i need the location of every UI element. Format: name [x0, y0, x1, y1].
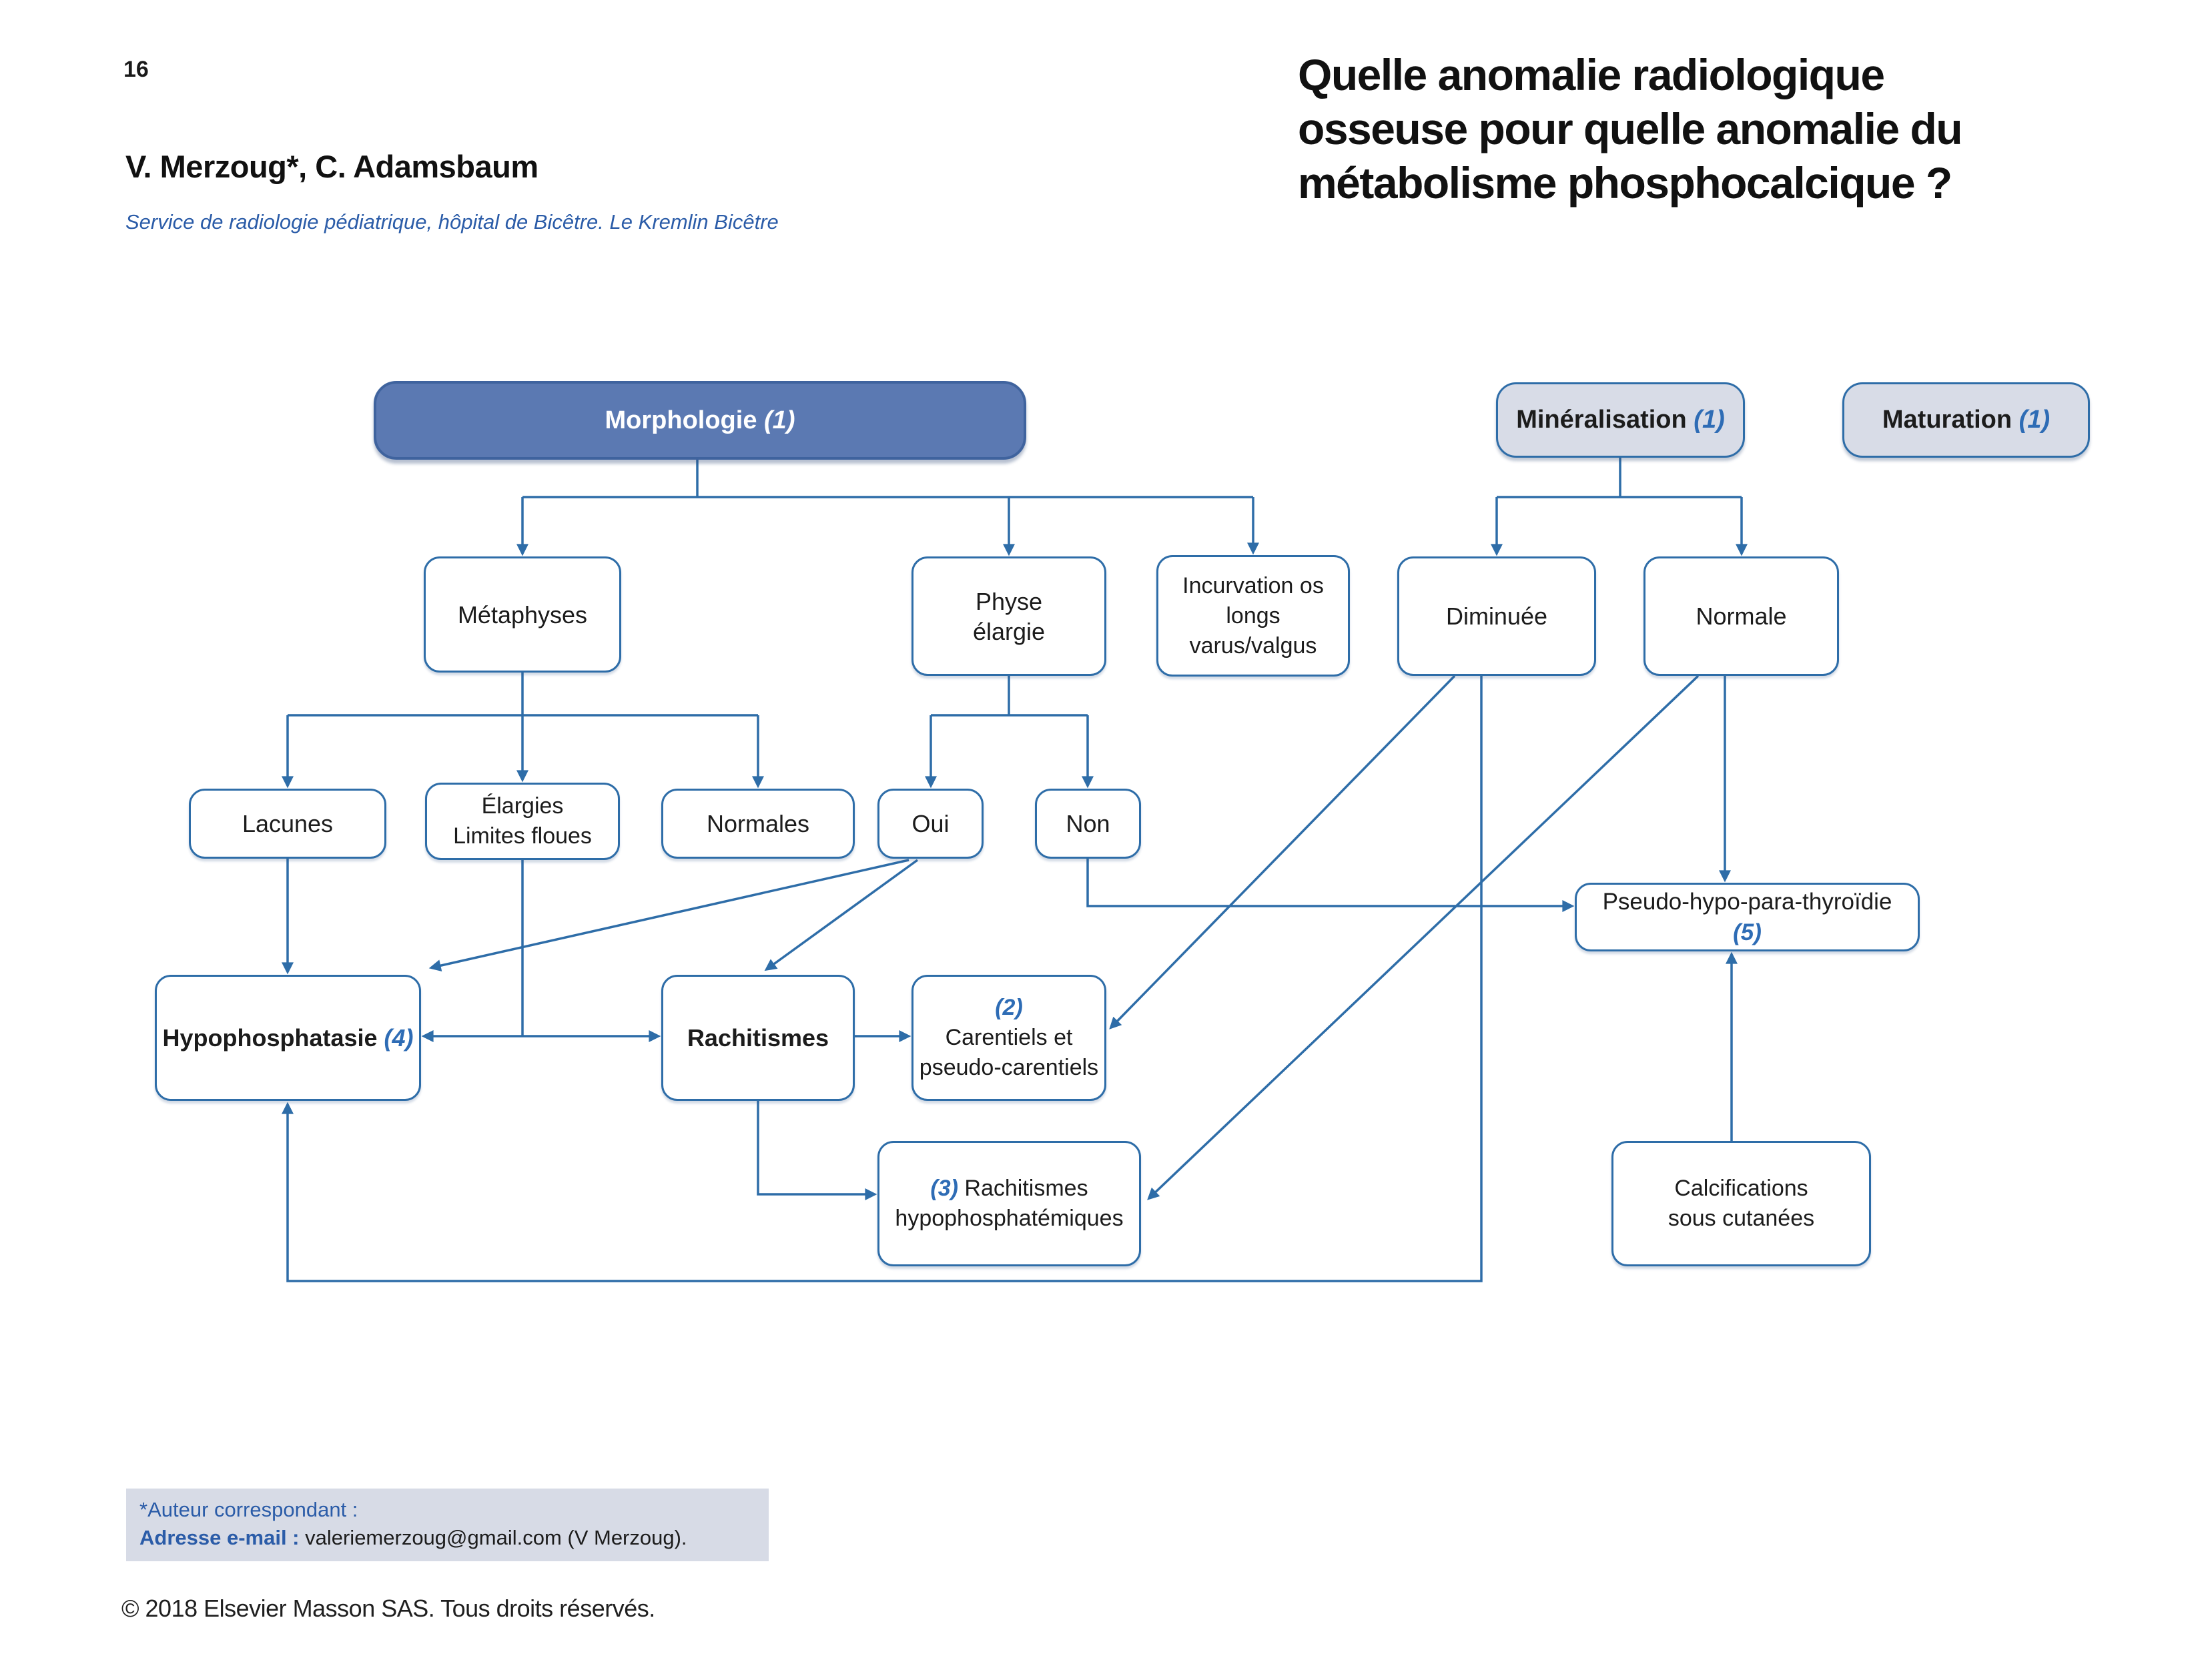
node-calcifications-line: Calcifications — [1674, 1176, 1808, 1201]
node-elargies-line: Élargies — [481, 793, 564, 819]
node-incurvation — [1156, 555, 1350, 677]
node-mineralisation — [1496, 382, 1745, 458]
node-calcifications — [1611, 1141, 1871, 1266]
node-hypophosphatasie — [155, 975, 421, 1101]
node-rachitismes — [661, 975, 855, 1101]
node-maturation-line: Maturation (1) — [1882, 406, 2051, 434]
node-morphologie — [374, 381, 1026, 460]
node-morphologie-line: Morphologie (1) — [605, 406, 795, 434]
node-metaphyses-line: Métaphyses — [457, 600, 588, 629]
page-number: 16 — [123, 57, 149, 82]
node-pseudo-hypo-para-thyroidie-line: Pseudo-hypo-para-thyroïdie — [1602, 888, 1892, 915]
node-normales-line: Normales — [706, 810, 810, 837]
node-oui — [877, 789, 984, 859]
node-metaphyses — [424, 556, 621, 673]
node-maturation — [1842, 382, 2090, 458]
authors: V. Merzoug*, C. Adamsbaum — [125, 149, 538, 184]
node-carentiels-line: Carentiels et — [945, 1025, 1073, 1050]
node-diminuee-line: Diminuée — [1445, 602, 1548, 630]
node-rachitismes-line: Rachitismes — [687, 1024, 829, 1052]
node-elargies-line: Limites floues — [453, 823, 592, 849]
node-carentiels-line: (2) — [995, 995, 1023, 1020]
node-pseudo-hypo-para-thyroidie-line: (5) — [1733, 919, 1762, 945]
node-hypophosphatasie-line: Hypophosphatasie (4) — [162, 1024, 414, 1052]
node-mineralisation-line: Minéralisation (1) — [1516, 406, 1725, 434]
node-physe-elargie — [911, 556, 1106, 676]
node-lacunes — [189, 789, 386, 859]
email-value: valeriemerzoug@gmail.com (V Merzoug). — [299, 1526, 687, 1549]
node-normale-line: Normale — [1696, 602, 1787, 630]
node-oui-line: Oui — [911, 810, 950, 837]
node-pseudo-hypo-para-thyroidie — [1575, 883, 1920, 951]
node-rachitismes-hypophosphatemiques — [877, 1141, 1141, 1266]
title-line-2: osseuse pour quelle anomalie du — [1298, 104, 1962, 153]
node-calcifications-line: sous cutanées — [1668, 1206, 1815, 1231]
node-normales — [661, 789, 855, 859]
email-label: Adresse e-mail : — [139, 1526, 300, 1549]
edge-rachitismes-to-rachitismes-hypophosphatemiques — [758, 1101, 873, 1194]
correspondent-box — [126, 1489, 769, 1561]
email-line — [139, 1526, 755, 1550]
node-non-line: Non — [1066, 810, 1110, 837]
node-physe-elargie-line: élargie — [972, 617, 1046, 645]
node-rachitismes-hypophosphatemiques-line: (3) Rachitismes — [930, 1176, 1088, 1201]
correspondent-label: *Auteur correspondant : — [139, 1498, 358, 1521]
node-physe-elargie-line: Physe — [975, 587, 1043, 615]
node-incurvation-line: varus/valgus — [1189, 633, 1317, 659]
title-line-1: Quelle anomalie radiologique — [1298, 50, 1884, 99]
node-normale — [1643, 556, 1839, 676]
node-incurvation-line: Incurvation os — [1182, 572, 1324, 598]
copyright: © 2018 Elsevier Masson SAS. Tous droits réservés. — [121, 1595, 655, 1622]
node-incurvation-line: longs — [1226, 602, 1280, 629]
node-rachitismes-hypophosphatemiques-line: hypophosphatémiques — [895, 1206, 1124, 1231]
node-diminuee — [1397, 556, 1596, 676]
node-carentiels-line: pseudo-carentiels — [919, 1055, 1099, 1080]
node-elargies — [425, 783, 620, 860]
node-carentiels — [911, 975, 1106, 1101]
node-lacunes-line: Lacunes — [242, 810, 334, 837]
edge-oui-to-rachitismes — [767, 860, 917, 969]
edge-oui-to-hypophosphatasie — [432, 860, 909, 967]
affiliation: Service de radiologie pédiatrique, hôpital de Bicêtre. Le Kremlin Bicêtre — [125, 210, 779, 234]
edge-diminuee-to-carentiels — [1112, 676, 1455, 1027]
title-line-3: métabolisme phosphocalcique ? — [1298, 158, 1952, 208]
node-non — [1035, 789, 1141, 859]
